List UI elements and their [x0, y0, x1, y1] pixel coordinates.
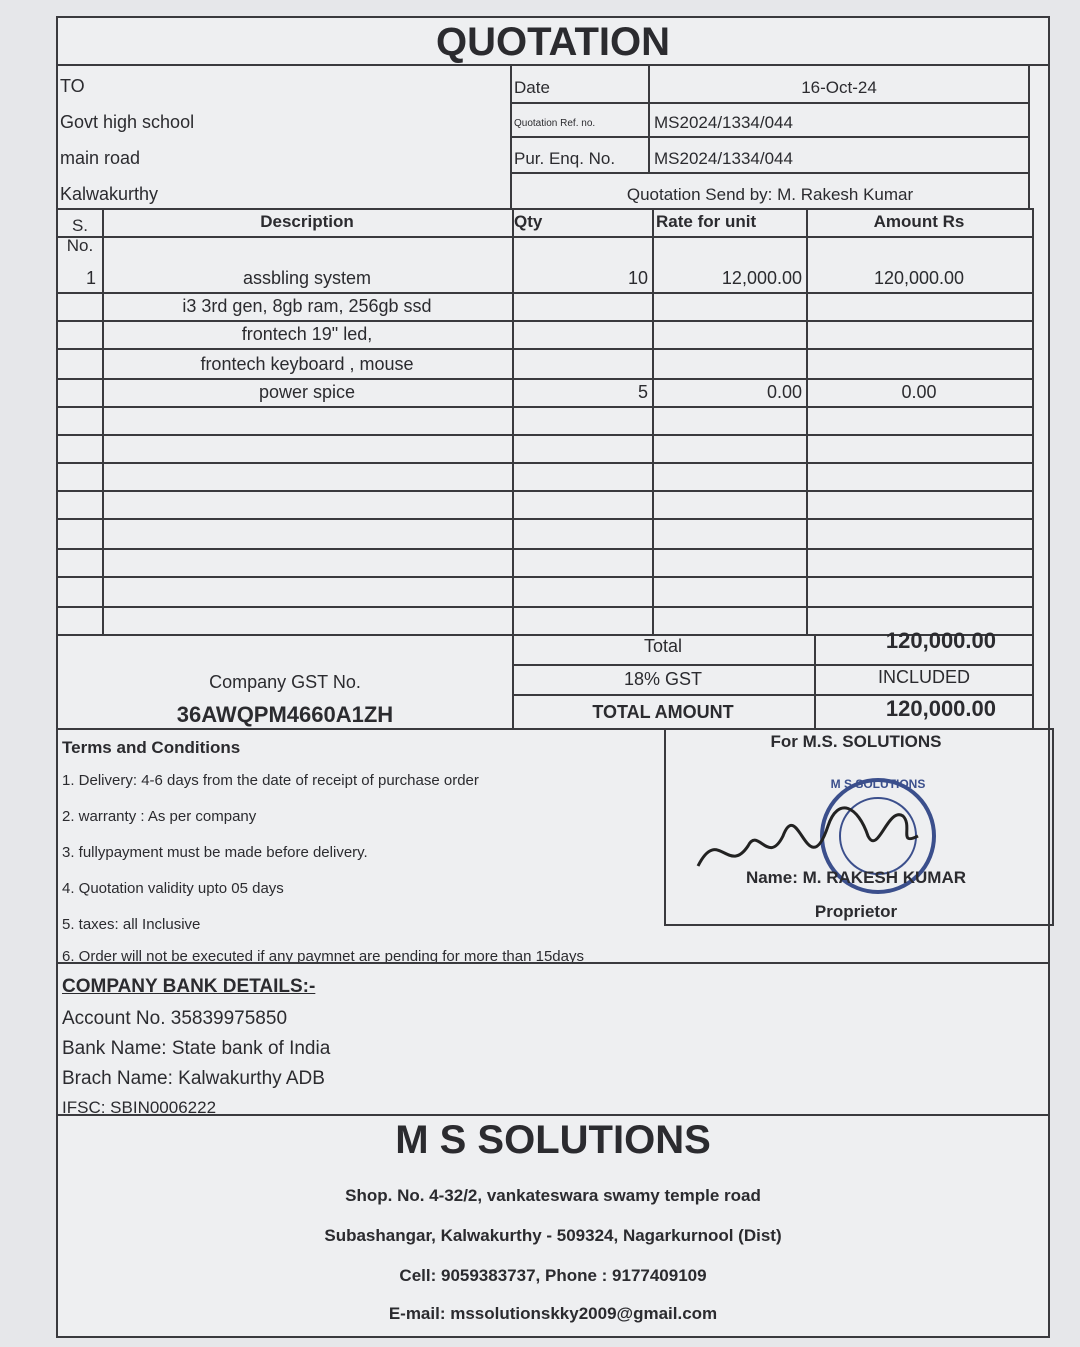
row1-rate: 12,000.00 — [721, 268, 802, 288]
divider — [58, 576, 1034, 578]
divider — [58, 490, 1034, 492]
divider — [58, 548, 1034, 550]
divider — [510, 136, 1030, 138]
term-5: 5. taxes: all Inclusive — [62, 916, 201, 933]
bank-account: Account No. 35839975850 — [62, 1008, 288, 1029]
row5-rate: 0.00 — [766, 382, 802, 402]
signatory-for: For M.S. SOLUTIONS — [770, 732, 942, 751]
term-4: 4. Quotation validity upto 05 days — [62, 880, 284, 897]
grand-total-value: 120,000.00 — [885, 696, 996, 721]
to-label: TO — [60, 76, 85, 96]
sent-by: Quotation Send by: M. Rakesh Kumar — [626, 185, 914, 204]
divider — [58, 1114, 1048, 1116]
quotation-ref-label: Quotation Ref. no. — [514, 118, 596, 129]
enquiry-value: MS2024/1334/044 — [654, 149, 793, 168]
term-2: 2. warranty : As per company — [62, 808, 257, 825]
total-label: Total — [643, 636, 683, 656]
divider — [512, 664, 1034, 666]
stamp-text: M S SOLUTIONS — [830, 777, 926, 791]
company-phones: Cell: 9059383737, Phone : 9177409109 — [399, 1266, 707, 1285]
grand-total-label: TOTAL AMOUNT — [592, 702, 734, 722]
customer-address-line2: Kalwakurthy — [60, 184, 159, 204]
quotation-ref-value: MS2024/1334/044 — [654, 113, 793, 132]
header-qty: Qty — [514, 212, 543, 231]
bank-ifsc: IFSC: SBIN0006222 — [62, 1098, 217, 1117]
gst-number-label: Company GST No. — [209, 672, 361, 692]
term-1: 1. Delivery: 4-6 days from the date of receipt of purchase order — [62, 772, 479, 789]
divider — [58, 434, 1034, 436]
signatory-name: Name: M. RAKESH KUMAR — [745, 868, 967, 887]
divider — [1028, 66, 1030, 208]
header-rate: Rate for unit — [656, 212, 757, 231]
company-address-1: Shop. No. 4-32/2, vankateswara swamy temple road — [345, 1186, 761, 1205]
divider — [58, 320, 1034, 322]
header-description: Description — [260, 212, 354, 231]
divider — [58, 518, 1034, 520]
quotation-document — [56, 16, 1050, 1338]
row4-description: frontech keyboard , mouse — [200, 354, 414, 374]
bank-branch: Brach Name: Kalwakurthy ADB — [62, 1068, 325, 1089]
row5-description: power spice — [258, 382, 356, 402]
bank-name: Bank Name: State bank of India — [62, 1038, 331, 1059]
divider — [58, 406, 1034, 408]
divider — [58, 292, 1034, 294]
total-value: 120,000.00 — [885, 628, 996, 653]
header-sno: S. No. — [66, 216, 94, 255]
divider — [1032, 208, 1034, 728]
customer-name: Govt high school — [60, 112, 195, 132]
divider — [58, 348, 1034, 350]
row1-amount: 120,000.00 — [873, 268, 965, 288]
header-amount: Amount Rs — [873, 212, 965, 231]
divider — [648, 66, 650, 172]
terms-title: Terms and Conditions — [62, 738, 241, 757]
gst-number: 36AWQPM4660A1ZH — [176, 702, 394, 727]
company-email: E-mail: mssolutionskky2009@gmail.com — [388, 1304, 718, 1323]
row1-qty: 10 — [627, 268, 648, 288]
divider — [58, 962, 1048, 964]
row5-qty: 5 — [637, 382, 648, 402]
gst-label: 18% GST — [623, 669, 703, 689]
enquiry-label: Pur. Enq. No. — [514, 149, 616, 168]
row3-description: frontech 19" led, — [241, 324, 373, 344]
bank-title: COMPANY BANK DETAILS:- — [62, 976, 316, 997]
term-3: 3. fullypayment must be made before delivery. — [62, 844, 368, 861]
divider — [510, 172, 1030, 174]
row2-description: i3 3rd gen, 8gb ram, 256gb ssd — [182, 296, 432, 316]
divider — [58, 462, 1034, 464]
company-name: M S SOLUTIONS — [395, 1118, 711, 1162]
company-address-2: Subashangar, Kalwakurthy - 509324, Nagarkurnool (Dist) — [324, 1226, 782, 1245]
signature-scribble — [698, 808, 918, 866]
divider — [58, 236, 1034, 238]
divider — [58, 208, 1034, 210]
gst-value: INCLUDED — [877, 667, 970, 687]
date-value: 16-Oct-24 — [801, 78, 877, 97]
row5-amount: 0.00 — [901, 382, 937, 402]
row1-description: assbling system — [242, 268, 372, 288]
signatory-role: Proprietor — [814, 902, 898, 921]
term-6: 6. Order will not be executed if any paymnet are pending for more than 15days — [62, 948, 584, 965]
date-label: Date — [514, 78, 550, 97]
divider — [58, 606, 1034, 608]
customer-address-line1: main road — [60, 148, 141, 168]
row1-sno: 1 — [85, 268, 96, 288]
document-title: QUOTATION — [58, 18, 1048, 66]
divider — [510, 102, 1030, 104]
divider — [58, 378, 1034, 380]
